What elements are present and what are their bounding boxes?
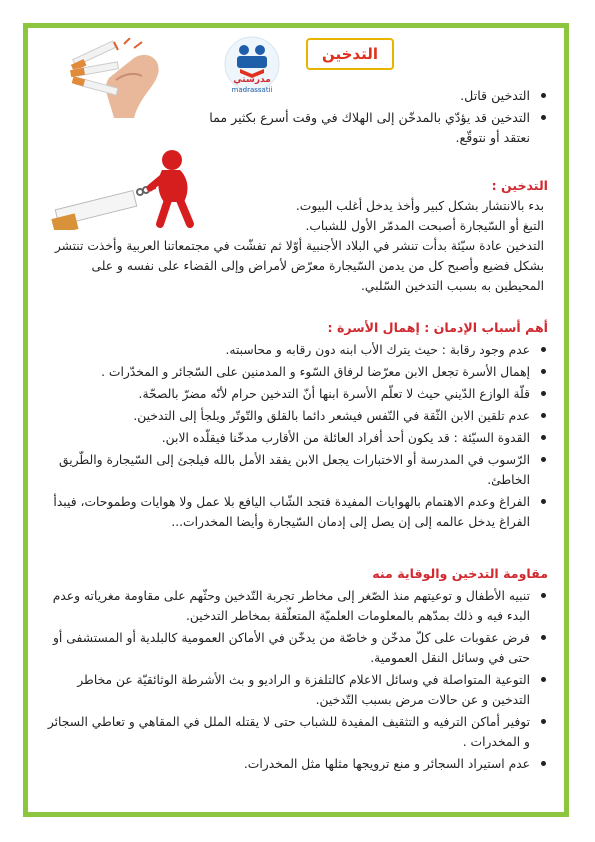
bullet-icon bbox=[541, 499, 546, 504]
list-item: التدخين قاتل. bbox=[188, 86, 548, 106]
about-section bbox=[43, 176, 548, 296]
about-paragraph: بدء بالانتشار بشكل كبير وأخذ يدخل أغلب البيوت. bbox=[295, 199, 544, 213]
prevention-heading: مقاومة التدخين والوقاية منه bbox=[372, 566, 548, 581]
list-item: عدم تلقين الابن الثّقة في النّفس فيشعر دائما بالقلق والتّوتّر ويلجأ إلى التدخين. bbox=[43, 406, 548, 426]
bullet-icon bbox=[541, 719, 546, 724]
prevention-section bbox=[43, 564, 548, 776]
logo-latin-text: madrassatii bbox=[231, 86, 273, 94]
about-heading: التدخين : bbox=[491, 178, 548, 193]
bullet-icon bbox=[541, 369, 546, 374]
list-item: عدم استيراد السجائر و منع ترويجها مثلها مثل المخدرات. bbox=[43, 754, 548, 774]
causes-section bbox=[43, 318, 548, 534]
bullet-icon bbox=[541, 435, 546, 440]
list-item: التوعية المتواصلة في وسائل الاعلام كالتلفزة و الراديو و بث الأشرطة الوثائقيّة عن مخاطر التدخين و عن حالات مرض بسبب التّدخين. bbox=[43, 670, 548, 710]
causes-list bbox=[43, 340, 548, 532]
bullet-icon bbox=[541, 677, 546, 682]
bullet-icon bbox=[541, 347, 546, 352]
bullet-icon bbox=[541, 457, 546, 462]
document bbox=[34, 28, 558, 808]
bullet-icon bbox=[541, 115, 546, 120]
hand-breaking-cigarettes-image bbox=[54, 38, 174, 118]
intro-list bbox=[188, 86, 548, 150]
bullet-icon bbox=[541, 413, 546, 418]
page-title: التدخين bbox=[306, 38, 394, 70]
list-item: إهمال الأسرة تجعل الابن معرّضا لرفاق السّوء و المدمنين على السّجائر و المخدّرات . bbox=[43, 362, 548, 382]
list-item: قلّة الوازع الدّيني حيث لا تعلّم الأسرة ابنها أنّ التدخين حرام لأنّه مضرّ بالصحّة. bbox=[43, 384, 548, 404]
bullet-icon bbox=[541, 391, 546, 396]
bullet-icon bbox=[541, 593, 546, 598]
list-item: التدخين قد يؤدّي بالمدخّن إلى الهلاك في وقت أسرع بكثير مما نعتقد أو نتوقّع. bbox=[188, 108, 548, 148]
causes-heading: أهم أسباب الإدمان : إهمال الأسرة : bbox=[327, 320, 548, 335]
list-item: الفراغ وعدم الاهتمام بالهوايات المفيدة فتجد الشّاب اليافع بلا عمل ولا هوايات وطموحات، فيبدأ الفراغ يدخل عالمه إلى إن يصل إلى إدمان السّيجارة وأيضا المخدرات... bbox=[43, 492, 548, 532]
list-item: القدوة السيّئة : قد يكون أحد أفراد العائلة من الأقارب مدخّنا فيقلّده الابن. bbox=[43, 428, 548, 448]
about-paragraph: التبغ أو السّيجارة أصبحت المدمّر الأول للشباب. bbox=[305, 219, 544, 233]
bullet-icon bbox=[541, 635, 546, 640]
prevention-list bbox=[43, 586, 548, 774]
list-item: تنبيه الأطفال و توعيتهم منذ الصّغر إلى مخاطر تجربة التّدخين وحثّهم على مقاومة مغرياته وعدم البدء فيه و ذلك بمدّهم بالمعلومات العلميّة المتعلّقة بمخاطر التدخين. bbox=[43, 586, 548, 626]
logo-arabic-text: مدرستي bbox=[233, 75, 271, 85]
bullet-icon bbox=[541, 761, 546, 766]
list-item: توفير أماكن الترفيه و التثقيف المفيدة للشباب حتى لا يقتله الملل في المقاهي و تعاطي السجائر و المخدرات . bbox=[43, 712, 548, 752]
about-paragraph: التدخين عادة سيّئة بدأت تنشر في البلاد الأجنبية أوّلا ثم تفشّت في مجتمعاتنا العربية وأخذت تنتشر بشكل فضيع وأصبح كل من يدمن السّيجارة معرّض لأمراض وإلى القضاء على نفسه و على المحيطين به بسبب التدخين السّلبي. bbox=[54, 239, 544, 293]
bullet-icon bbox=[541, 93, 546, 98]
list-item: الرّسوب في المدرسة أو الاختبارات يجعل الابن يفقد الأمل بالله فيلجئ إلى السّيجارة والطّريق الخاطئ. bbox=[43, 450, 548, 490]
list-item: فرض عقوبات على كلّ مدخّن و خاصّة من يدخّن في الأماكن العمومية كالبلدية أو المستشفى أو حتى في وسائل النقل العمومية. bbox=[43, 628, 548, 668]
list-item: عدم وجود رقابة : حيث يترك الأب ابنه دون رقابه و محاسبته. bbox=[43, 340, 548, 360]
